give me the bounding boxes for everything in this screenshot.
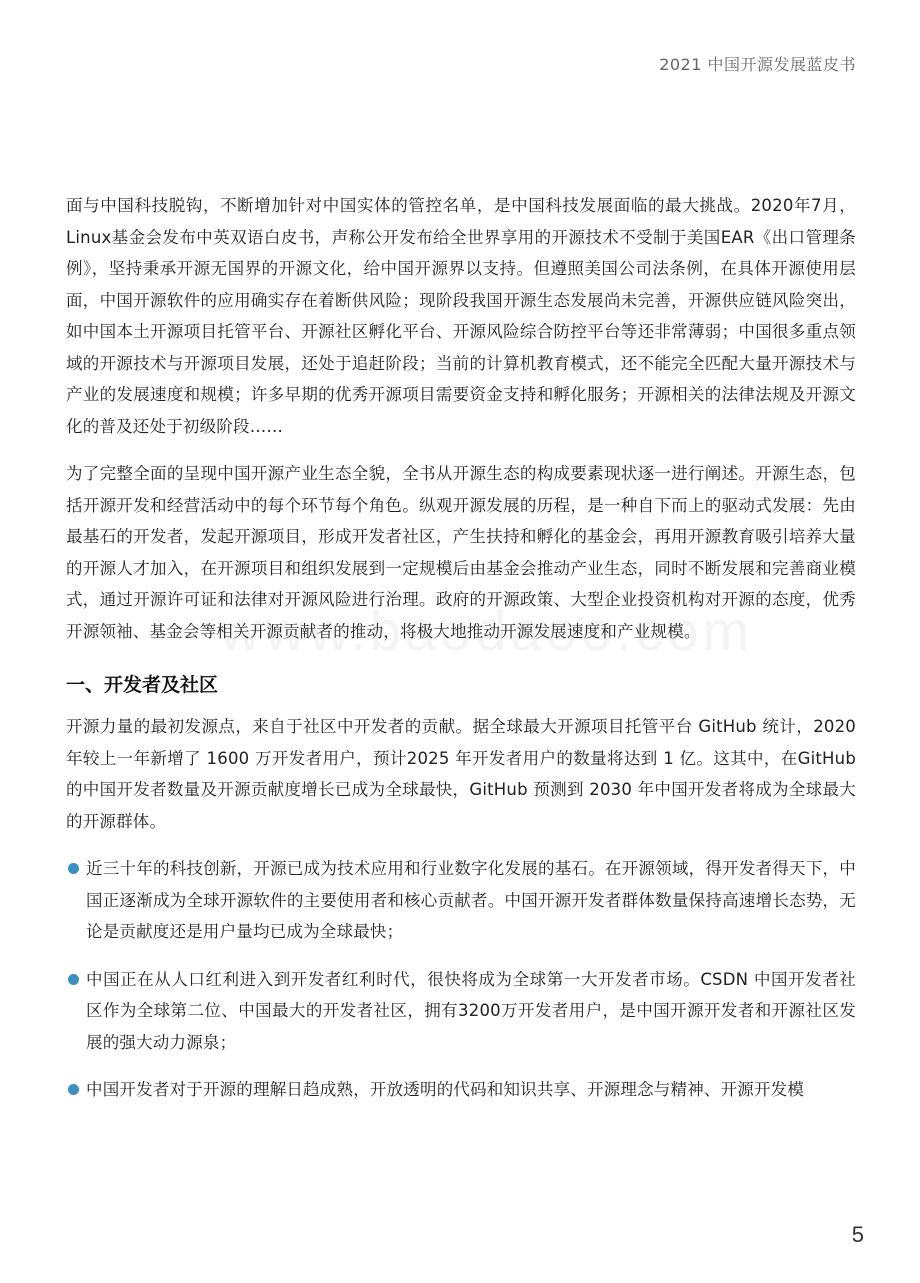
- bullet-dot-icon: [68, 1084, 79, 1095]
- running-header: 2021 中国开源发展蓝皮书: [659, 55, 856, 74]
- bullet-item: [66, 853, 856, 948]
- bullet-dot-icon: [68, 974, 79, 985]
- bullet-text: 中国正在从人口红利进入到开发者红利时代，很快将成为全球第一大开发者市场。CSDN 中国开发者社区作为全球第二位、中国最大的开发者社区，拥有3200万开发者用户，是中国开源开发者和开源社区发展的强大动力源泉；: [86, 969, 856, 1052]
- page-body: [66, 190, 856, 1122]
- bullet-text: 中国开发者对于开源的理解日趋成熟，开放透明的代码和知识共享、开源理念与精神、开源开发模: [86, 1080, 805, 1099]
- bullet-text: 近三十年的科技创新，开源已成为技术应用和行业数字化发展的基石。在开源领域，得开发者得天下，中国正逐渐成为全球开源软件的主要使用者和核心贡献者。中国开源开发者群体数量保持高速增长态势，无论是贡献度还是用户量均已成为全球最快；: [86, 859, 856, 941]
- section-heading: 一、开发者及社区: [66, 674, 219, 696]
- page-number: 5: [851, 1222, 864, 1247]
- section-paragraph: 开源力量的最初发源点，来自于社区中开发者的贡献。据全球最大开源项目托管平台 GitHub 统计，2020年较上一年新增了 1600 万开发者用户，预计2025 年开发者用户的数量将达到 1 亿。这其中，在GitHub 的中国开发者数量及开源贡献度增长已成为全球最快，GitHub 预测到 2030 年中国开发者将成为全球最大的开源群体。: [66, 717, 856, 831]
- bullet-item: [66, 964, 856, 1059]
- intro-paragraph-2: 为了完整全面的呈现中国开源产业生态全貌，全书从开源生态的构成要素现状逐一进行阐述。开源生态，包括开源开发和经营活动中的每个环节每个角色。纵观开源发展的历程，是一种自下而上的驱动式发展：先由最基石的开发者，发起开源项目，形成开发者社区，产生扶持和孵化的基金会，再用开源教育吸引培养大量的开源人才加入，在开源项目和组织发展到一定规模后由基金会推动产业生态，同时不断发展和完善商业模式，通过开源许可证和法律对开源风险进行治理。政府的开源政策、大型企业投资机构对开源的态度，优秀开源领袖、基金会等相关开源贡献者的推动，将极大地推动开源发展速度和产业规模。: [66, 464, 856, 641]
- bullet-item: [66, 1074, 856, 1106]
- intro-paragraph-1: 面与中国科技脱钩，不断增加针对中国实体的管控名单，是中国科技发展面临的最大挑战。2020年7月，Linux基金会发布中英双语白皮书，声称公开发布给全世界享用的开源技术不受制于美国EAR《出口管理条例》，坚持秉承开源无国界的开源文化，给中国开源界以支持。但遵照美国公司法条例，在具体开源使用层面，中国开源软件的应用确实存在着断供风险；现阶段我国开源生态发展尚未完善，开源供应链风险突出，如中国本土开源项目托管平台、开源社区孵化平台、开源风险综合防控平台等还非常薄弱；中国很多重点领域的开源技术与开源项目发展，还处于追赶阶段；当前的计算机教育模式，还不能完全匹配大量开源技术与产业的发展速度和规模；许多早期的优秀开源项目需要资金支持和孵化服务；开源相关的法律法规及开源文化的普及还处于初级阶段……: [66, 196, 856, 436]
- bullet-dot-icon: [68, 863, 79, 874]
